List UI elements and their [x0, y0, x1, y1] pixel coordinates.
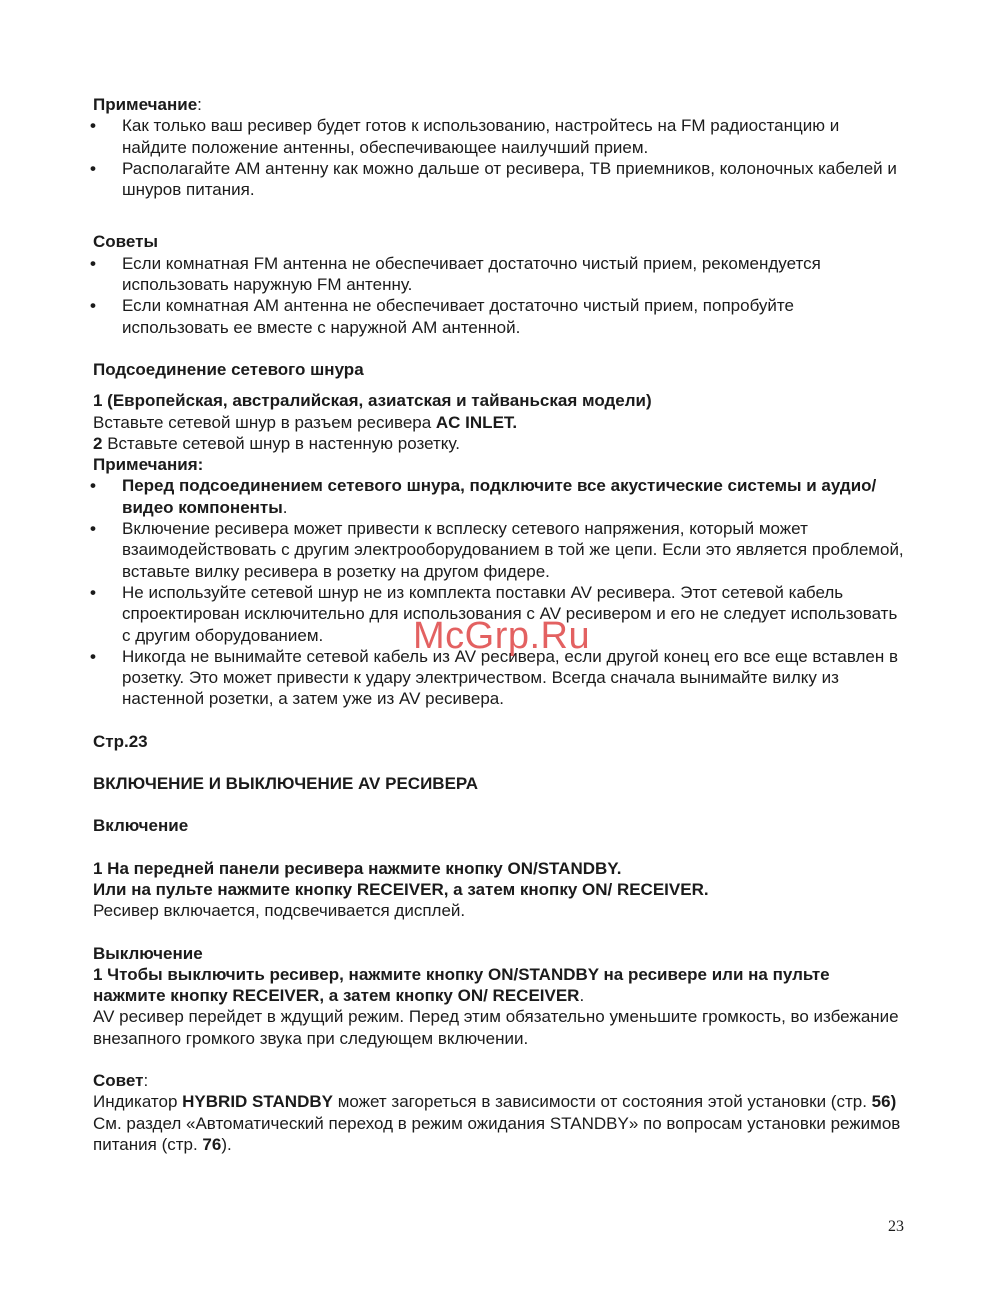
section-title: ВКЛЮЧЕНИЕ И ВЫКЛЮЧЕНИЕ AV РЕСИВЕРА: [93, 774, 479, 794]
power-cord-notes-list: [93, 475, 905, 709]
watermark: McGrp.Ru: [413, 615, 591, 657]
page-number: 23: [888, 1218, 904, 1235]
tips-heading: Советы: [93, 232, 158, 252]
power-cord-step1-title: 1 (Европейская, австралийская, азиатская и тайваньская модели): [93, 391, 652, 411]
note-heading-line: [93, 94, 905, 115]
turn-off-result: AV ресивер перейдет в ждущий режим. Перед этим обязательно уменьшите громкость, во избежание внезапного громкого звука при следующем включении.: [93, 1007, 899, 1048]
ac-inlet-label: AC INLET.: [435, 412, 518, 432]
list-item: • Не используйте сетевой шнур не из комплекта поставки AV ресивера. Этот сетевой кабель спроектирован исключительно для использования с AV ресивером и его не следует использовать с другим оборудованием.: [93, 582, 905, 646]
turn-off-heading: Выключение: [93, 943, 203, 963]
power-cord-heading: Подсоединение сетевого шнура: [93, 359, 364, 379]
turn-on-step-line2: Или на пульте нажмите кнопку RECEIVER, а затем кнопку ON/ RECEIVER.: [93, 879, 709, 899]
power-cord-notes-heading: Примечания:: [93, 455, 204, 475]
list-item: • Как только ваш ресивер будет готов к использованию, настройтесь на FM радиостанцию и найдите положение антенны, обеспечивающее наилучший прием.: [93, 115, 905, 158]
list-item: • Если комнатная FM антенна не обеспечивает достаточно чистый прием, рекомендуется использовать наружную FM антенну.: [93, 253, 905, 296]
tips-list: [93, 253, 905, 338]
advice-line2: См. раздел «Автоматический переход в режим ожидания STANDBY» по вопросам установки режимов питания (стр. 76).: [93, 1113, 901, 1154]
advice-line1: Индикатор HYBRID STANDBY может загореться в зависимости от состояния этой установки (стр. 56): [93, 1092, 897, 1112]
power-cord-step2: 2 Вставьте сетевой шнур в настенную розетку.: [93, 433, 460, 453]
advice-heading: Совет: [93, 1070, 144, 1090]
turn-on-heading: Включение: [93, 816, 189, 836]
page-reference: Стр.23: [93, 731, 148, 751]
advice-heading-line: Совет:: [93, 1070, 149, 1090]
power-cord-step1-text: Вставьте сетевой шнур в разъем ресивера AC INLET.: [93, 412, 518, 432]
turn-on-result: Ресивер включается, подсвечивается дисплей.: [93, 901, 466, 921]
note-list: [93, 115, 905, 200]
list-item: • Включение ресивера может привести к всплеску сетевого напряжения, который может взаимодействовать с другим электрооборудованием в той же цепи. Если это является проблемой, вставьте вилку ресивера в розетку на другом фидере.: [93, 518, 905, 582]
turn-on-step-line1: 1 На передней панели ресивера нажмите кнопку ON/STANDBY.: [93, 858, 622, 878]
list-item: • Располагайте АМ антенну как можно дальше от ресивера, ТВ приемников, колоночных кабелей и шнуров питания.: [93, 158, 905, 201]
list-item: • Никогда не вынимайте сетевой кабель из AV ресивера, если другой конец его все еще вставлен в розетку. Это может привести к удару электричеством. Всегда сначала вынимайте вилку из настенной розетки, а затем уже из AV ресивера.: [93, 646, 905, 710]
turn-off-step: 1 Чтобы выключить ресивер, нажмите кнопку ON/STANDBY на ресивере или на пульте нажмите кнопку RECEIVER, а затем кнопку ON/ RECEIVER.: [93, 964, 830, 1006]
list-item: • Перед подсоединением сетевого шнура, подключите все акустические системы и аудио/видео компоненты.: [93, 475, 905, 518]
note-colon: :: [197, 95, 202, 114]
note-heading: Примечание: [93, 95, 198, 114]
list-item: • Если комнатная AM антенна не обеспечивает достаточно чистый прием, попробуйте использовать ее вместе с наружной AM антенной.: [93, 295, 905, 338]
